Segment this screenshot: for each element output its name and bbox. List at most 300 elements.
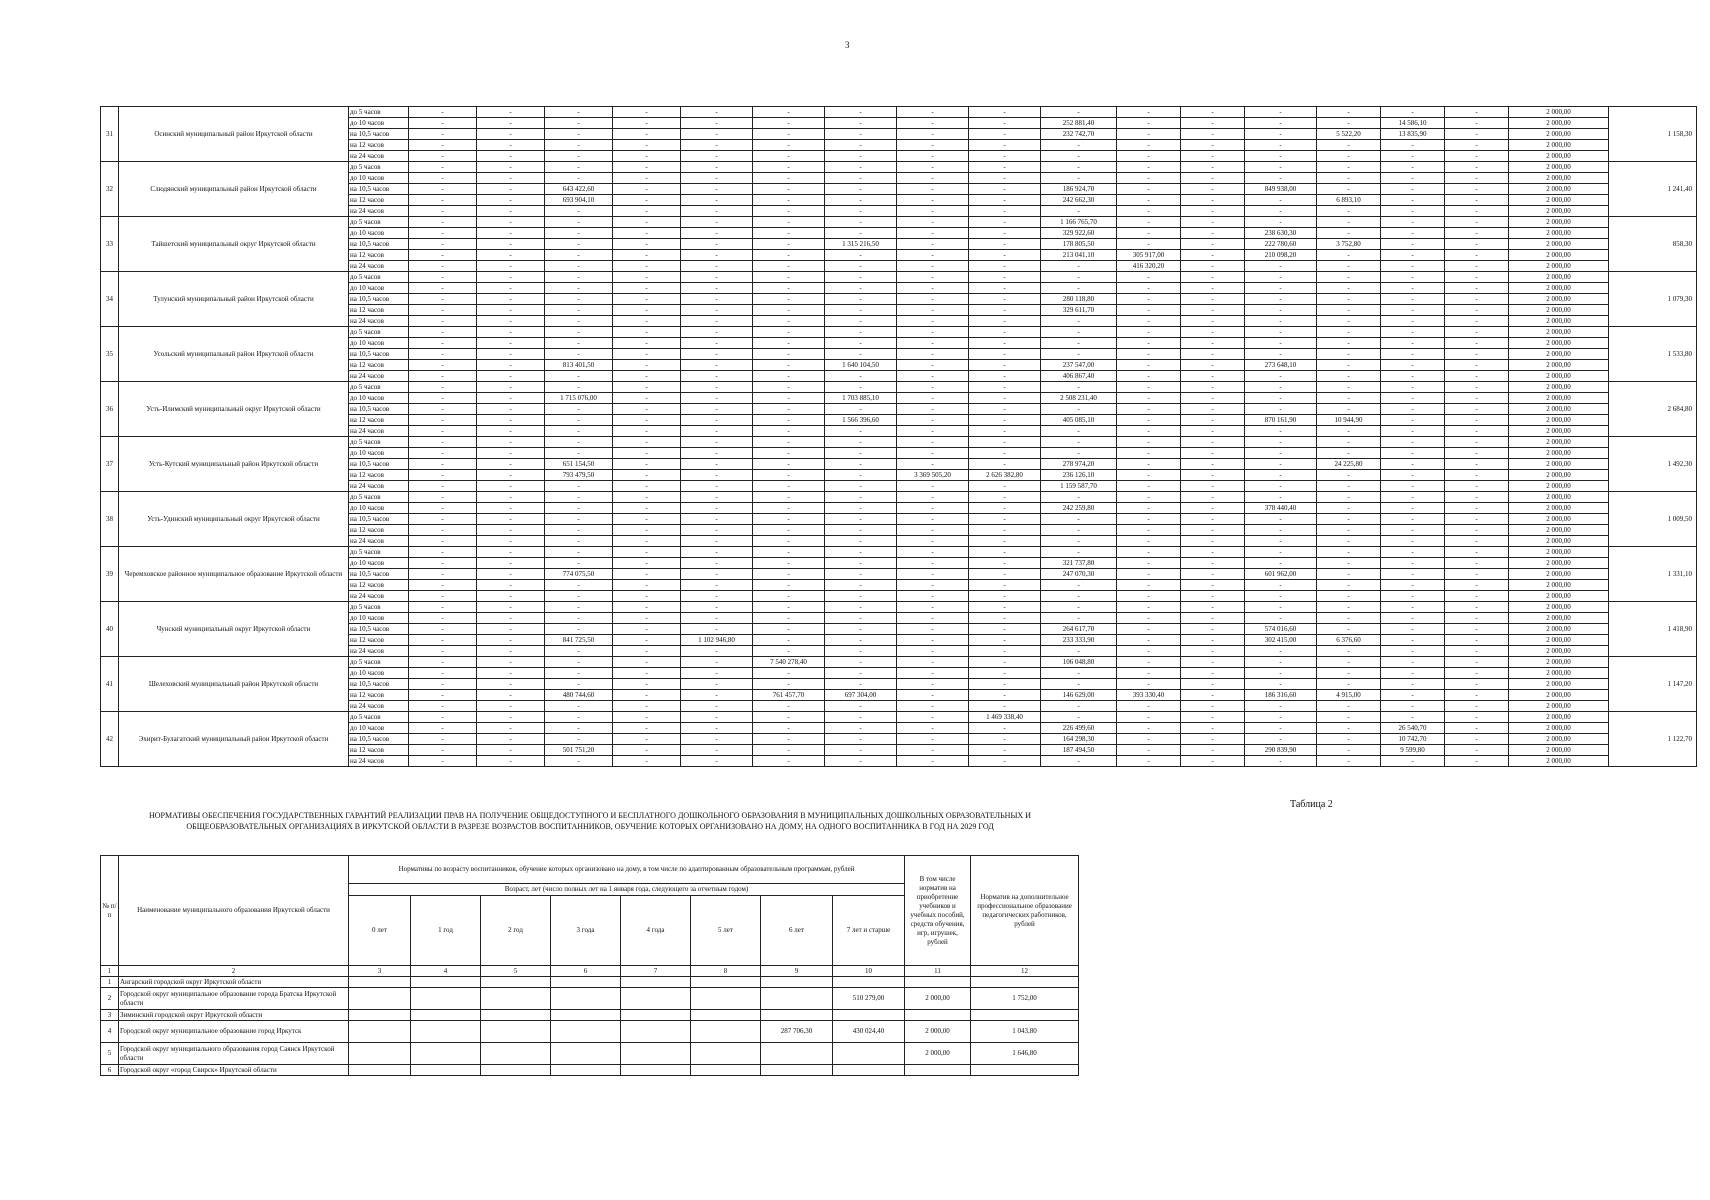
value-cell: - <box>409 580 477 591</box>
value-cell: - <box>1181 679 1245 690</box>
value-cell: - <box>753 393 825 404</box>
value-cell: - <box>477 382 545 393</box>
table-2-title: НОРМАТИВЫ ОБЕСПЕЧЕНИЯ ГОСУДАРСТВЕННЫХ ГАРАНТИЙ РЕАЛИЗАЦИИ ПРАВ НА ПОЛУЧЕНИЕ ОБЩЕДОСТУПНОГО И БЕСПЛАТНОГО ДОШКОЛЬНОГО ОБРАЗОВАНИЯ В МУНИЦИПАЛЬНЫХ ДОШКОЛЬНЫХ ОБРАЗОВАТЕЛЬНЫХ И ОБЩЕОБРАЗОВАТЕЛЬНЫХ ОРГАНИЗАЦИЯХ В ИРКУТСКОЙ ОБЛАСТИ В РАЗРЕЗЕ ВОЗРАСТОВ ВОСПИТАННИКОВ, ОБУЧЕНИЕ КОТОРЫХ ОРГАНИЗОВАНО НА ДОМУ, НА ОДНОГО ВОСПИТАННИКА В ГОД НА 2029 ГОД <box>149 811 1031 831</box>
value-cell: - <box>1181 602 1245 613</box>
value-cell: - <box>477 591 545 602</box>
value-cell: - <box>825 580 897 591</box>
hours-label: на 24 часов <box>349 756 409 767</box>
value-cell: - <box>1445 679 1509 690</box>
value-cell: - <box>477 679 545 690</box>
value-cell: - <box>1317 162 1381 173</box>
value-cell: - <box>1381 217 1445 228</box>
value-cell: - <box>1117 426 1181 437</box>
value-cell <box>833 1065 905 1076</box>
value-cell: - <box>825 547 897 558</box>
value-cell: - <box>409 492 477 503</box>
value-cell: - <box>1181 448 1245 459</box>
value-cell: - <box>1041 580 1117 591</box>
value-cell: - <box>681 591 753 602</box>
value-cell: - <box>1245 470 1317 481</box>
value-cell: 186 316,60 <box>1245 690 1317 701</box>
value-cell <box>481 1043 551 1065</box>
norm-cell: 2 000,00 <box>1509 272 1609 283</box>
value-cell: - <box>545 206 613 217</box>
row-number: 1 <box>101 977 119 988</box>
value-cell: - <box>545 536 613 547</box>
value-cell <box>905 977 971 988</box>
value-cell: - <box>409 635 477 646</box>
value-cell: - <box>545 327 613 338</box>
value-cell: - <box>753 624 825 635</box>
value-cell: - <box>1117 635 1181 646</box>
value-cell: 2 000,00 <box>905 1021 971 1043</box>
value-cell: - <box>1245 701 1317 712</box>
value-cell: - <box>1181 437 1245 448</box>
value-cell: - <box>969 426 1041 437</box>
norm-cell: 2 000,00 <box>1509 360 1609 371</box>
value-cell: 247 070,30 <box>1041 569 1117 580</box>
value-cell: - <box>969 580 1041 591</box>
value-cell: - <box>753 305 825 316</box>
value-cell: - <box>477 690 545 701</box>
value-cell: - <box>969 756 1041 767</box>
value-cell: 793 479,50 <box>545 470 613 481</box>
value-cell: - <box>1245 437 1317 448</box>
value-cell: - <box>969 690 1041 701</box>
value-cell: - <box>613 712 681 723</box>
value-cell: - <box>545 481 613 492</box>
t2-header-age-group: Возраст, лет (число полных лет на 1 января года, следующего за отчетным годом) <box>349 884 905 896</box>
value-cell: - <box>1381 547 1445 558</box>
hours-label: на 12 часов <box>349 360 409 371</box>
value-cell: 302 415,00 <box>1245 635 1317 646</box>
norm-cell: 2 000,00 <box>1509 217 1609 228</box>
norm-cell: 2 000,00 <box>1509 459 1609 470</box>
value-cell: 1 703 885,10 <box>825 393 897 404</box>
value-cell: - <box>1445 239 1509 250</box>
value-cell: - <box>1317 679 1381 690</box>
norm-cell: 2 000,00 <box>1509 734 1609 745</box>
hours-label: до 5 часов <box>349 657 409 668</box>
value-cell: - <box>545 294 613 305</box>
value-cell: - <box>1041 536 1117 547</box>
value-cell: 1 159 587,70 <box>1041 481 1117 492</box>
value-cell: - <box>613 184 681 195</box>
t2-row <box>101 977 1079 988</box>
value-cell: - <box>897 239 969 250</box>
value-cell: - <box>969 140 1041 151</box>
value-cell: - <box>1317 316 1381 327</box>
value-cell: - <box>613 239 681 250</box>
value-cell: - <box>1117 613 1181 624</box>
value-cell: - <box>681 294 753 305</box>
norm-cell: 2 000,00 <box>1509 613 1609 624</box>
value-cell: - <box>545 668 613 679</box>
value-cell: - <box>545 679 613 690</box>
value-cell: 186 924,70 <box>1041 184 1117 195</box>
value-cell: - <box>897 503 969 514</box>
value-cell: 2 626 382,80 <box>969 470 1041 481</box>
municipality-name: Чунский муниципальный округ Иркутской области <box>119 602 349 657</box>
value-cell: 393 330,40 <box>1117 690 1181 701</box>
value-cell: 2 000,00 <box>905 988 971 1010</box>
value-cell: - <box>969 415 1041 426</box>
value-cell: - <box>1181 668 1245 679</box>
value-cell: - <box>477 624 545 635</box>
value-cell: - <box>753 701 825 712</box>
value-cell: - <box>1445 261 1509 272</box>
value-cell: - <box>613 734 681 745</box>
norm-cell: 2 000,00 <box>1509 514 1609 525</box>
value-cell: - <box>1041 437 1117 448</box>
row-number: 32 <box>101 162 119 217</box>
t2-column-index: 9 <box>761 966 833 977</box>
value-cell: - <box>613 272 681 283</box>
value-cell: - <box>477 349 545 360</box>
value-cell: - <box>613 448 681 459</box>
value-cell: - <box>681 459 753 470</box>
teacher-norm-cell: 1 009,50 <box>1609 492 1697 547</box>
value-cell: - <box>1245 646 1317 657</box>
value-cell: - <box>1117 481 1181 492</box>
value-cell: - <box>897 635 969 646</box>
value-cell: - <box>613 228 681 239</box>
value-cell: - <box>897 569 969 580</box>
norm-cell: 2 000,00 <box>1509 184 1609 195</box>
value-cell: - <box>897 646 969 657</box>
value-cell: 26 540,70 <box>1381 723 1445 734</box>
value-cell: - <box>753 514 825 525</box>
value-cell: 252 881,40 <box>1041 118 1117 129</box>
value-cell <box>691 1065 761 1076</box>
value-cell: - <box>409 723 477 734</box>
value-cell: - <box>681 470 753 481</box>
value-cell: - <box>1445 690 1509 701</box>
teacher-norm-cell: 1 079,30 <box>1609 272 1697 327</box>
value-cell: - <box>1245 283 1317 294</box>
value-cell: - <box>825 151 897 162</box>
value-cell: - <box>1245 349 1317 360</box>
norm-cell: 2 000,00 <box>1509 228 1609 239</box>
value-cell: 1 043,80 <box>971 1021 1079 1043</box>
value-cell: - <box>409 602 477 613</box>
value-cell: - <box>1117 525 1181 536</box>
hours-label: на 24 часов <box>349 591 409 602</box>
value-cell: - <box>1117 679 1181 690</box>
norm-cell: 2 000,00 <box>1509 602 1609 613</box>
value-cell: - <box>825 294 897 305</box>
value-cell: - <box>969 569 1041 580</box>
value-cell: - <box>1381 206 1445 217</box>
value-cell: - <box>825 569 897 580</box>
value-cell: - <box>1245 382 1317 393</box>
norm-cell: 2 000,00 <box>1509 371 1609 382</box>
value-cell: - <box>1181 404 1245 415</box>
value-cell: - <box>1181 745 1245 756</box>
value-cell: - <box>1041 261 1117 272</box>
value-cell: - <box>1181 195 1245 206</box>
value-cell: - <box>825 195 897 206</box>
hours-label: на 10,5 часов <box>349 514 409 525</box>
value-cell: - <box>1245 481 1317 492</box>
value-cell: 264 617,70 <box>1041 624 1117 635</box>
value-cell: - <box>825 602 897 613</box>
teacher-norm-cell: 1 533,80 <box>1609 327 1697 382</box>
value-cell: - <box>477 481 545 492</box>
value-cell: 405 085,10 <box>1041 415 1117 426</box>
value-cell: - <box>897 437 969 448</box>
value-cell: 236 126,10 <box>1041 470 1117 481</box>
value-cell: - <box>681 514 753 525</box>
value-cell: - <box>1181 173 1245 184</box>
value-cell: - <box>969 184 1041 195</box>
value-cell: - <box>897 349 969 360</box>
value-cell <box>349 1065 411 1076</box>
value-cell: - <box>753 129 825 140</box>
value-cell: - <box>1381 305 1445 316</box>
value-cell: - <box>1381 327 1445 338</box>
value-cell: - <box>409 426 477 437</box>
value-cell: - <box>681 360 753 371</box>
value-cell: - <box>545 239 613 250</box>
norm-cell: 2 000,00 <box>1509 569 1609 580</box>
value-cell: - <box>477 316 545 327</box>
teacher-norm-cell: 2 684,80 <box>1609 382 1697 437</box>
value-cell: - <box>1381 624 1445 635</box>
value-cell: - <box>1381 679 1445 690</box>
value-cell: - <box>613 162 681 173</box>
municipality-name: Городской округ муниципального образования город Саянск Иркутской области <box>119 1043 349 1065</box>
value-cell: - <box>1245 162 1317 173</box>
value-cell: - <box>969 250 1041 261</box>
value-cell: - <box>681 250 753 261</box>
value-cell: - <box>681 745 753 756</box>
value-cell: - <box>1181 712 1245 723</box>
value-cell: - <box>1445 613 1509 624</box>
row-number: 35 <box>101 327 119 382</box>
value-cell: - <box>1117 272 1181 283</box>
value-cell: - <box>613 547 681 558</box>
value-cell: - <box>1117 382 1181 393</box>
teacher-norm-cell: 1 158,30 <box>1609 107 1697 162</box>
value-cell: - <box>753 228 825 239</box>
t2-age-header: 2 год <box>481 896 551 966</box>
value-cell: - <box>409 690 477 701</box>
value-cell: - <box>477 327 545 338</box>
value-cell: - <box>753 525 825 536</box>
value-cell: - <box>897 712 969 723</box>
value-cell: - <box>409 272 477 283</box>
value-cell: - <box>409 195 477 206</box>
value-cell: - <box>1317 437 1381 448</box>
value-cell: - <box>545 371 613 382</box>
hours-label: на 24 часов <box>349 261 409 272</box>
value-cell: - <box>613 536 681 547</box>
value-cell: - <box>1117 668 1181 679</box>
norm-cell: 2 000,00 <box>1509 426 1609 437</box>
hours-label: на 10,5 часов <box>349 184 409 195</box>
value-cell: - <box>613 316 681 327</box>
value-cell: - <box>545 646 613 657</box>
value-cell: - <box>969 305 1041 316</box>
norm-cell: 2 000,00 <box>1509 525 1609 536</box>
value-cell: 480 744,60 <box>545 690 613 701</box>
hours-label: до 10 часов <box>349 668 409 679</box>
value-cell: 1 640 104,50 <box>825 360 897 371</box>
value-cell: - <box>1117 184 1181 195</box>
value-cell: - <box>1381 701 1445 712</box>
value-cell: - <box>477 129 545 140</box>
value-cell: - <box>753 756 825 767</box>
value-cell: - <box>969 536 1041 547</box>
value-cell: - <box>1041 173 1117 184</box>
value-cell: - <box>545 316 613 327</box>
value-cell: - <box>681 448 753 459</box>
value-cell: 1 752,00 <box>971 988 1079 1010</box>
value-cell <box>971 977 1079 988</box>
row-number: 2 <box>101 988 119 1010</box>
value-cell: - <box>1317 261 1381 272</box>
value-cell: - <box>897 613 969 624</box>
value-cell: - <box>545 107 613 118</box>
value-cell: - <box>1381 503 1445 514</box>
value-cell: - <box>1181 239 1245 250</box>
value-cell: - <box>753 602 825 613</box>
value-cell: - <box>681 481 753 492</box>
norm-cell: 2 000,00 <box>1509 503 1609 514</box>
value-cell: - <box>825 459 897 470</box>
value-cell: 329 611,70 <box>1041 305 1117 316</box>
municipality-name: Осинский муниципальный район Иркутской области <box>119 107 349 162</box>
value-cell: - <box>825 305 897 316</box>
value-cell: - <box>681 437 753 448</box>
value-cell <box>905 1010 971 1021</box>
value-cell <box>481 1065 551 1076</box>
value-cell <box>411 1043 481 1065</box>
value-cell: 7 540 278,40 <box>753 657 825 668</box>
value-cell: - <box>1381 272 1445 283</box>
norm-cell: 2 000,00 <box>1509 404 1609 415</box>
value-cell: - <box>1317 151 1381 162</box>
value-cell: - <box>1317 569 1381 580</box>
value-cell: - <box>1445 228 1509 239</box>
value-cell: - <box>613 393 681 404</box>
value-cell: - <box>1317 558 1381 569</box>
value-cell: - <box>753 734 825 745</box>
value-cell: - <box>477 195 545 206</box>
value-cell: - <box>681 140 753 151</box>
value-cell: - <box>1381 569 1445 580</box>
value-cell: - <box>969 481 1041 492</box>
value-cell: - <box>1381 239 1445 250</box>
value-cell: 1 715 076,00 <box>545 393 613 404</box>
value-cell: - <box>1245 217 1317 228</box>
value-cell: - <box>613 756 681 767</box>
t2-age-header: 5 лет <box>691 896 761 966</box>
value-cell: - <box>409 250 477 261</box>
value-cell: - <box>1381 140 1445 151</box>
value-cell: 213 041,10 <box>1041 250 1117 261</box>
value-cell: - <box>969 283 1041 294</box>
value-cell: - <box>1445 503 1509 514</box>
value-cell: - <box>1245 327 1317 338</box>
value-cell: - <box>1317 734 1381 745</box>
value-cell: - <box>1117 437 1181 448</box>
value-cell: - <box>897 624 969 635</box>
value-cell: - <box>1317 305 1381 316</box>
value-cell: - <box>1381 184 1445 195</box>
value-cell: - <box>969 118 1041 129</box>
value-cell: - <box>1445 525 1509 536</box>
t2-row <box>101 1010 1079 1021</box>
value-cell: - <box>969 404 1041 415</box>
value-cell: - <box>1381 151 1445 162</box>
row-number: 3 <box>101 1010 119 1021</box>
value-cell: - <box>753 404 825 415</box>
value-cell: - <box>1181 569 1245 580</box>
hours-label: до 5 часов <box>349 602 409 613</box>
value-cell: - <box>825 712 897 723</box>
value-cell: 1 102 946,80 <box>681 635 753 646</box>
value-cell: - <box>477 547 545 558</box>
value-cell: - <box>1445 382 1509 393</box>
t2-header-name: Наименование муниципального образования Иркутской области <box>119 856 349 966</box>
value-cell: - <box>969 613 1041 624</box>
value-cell: - <box>613 261 681 272</box>
value-cell: - <box>545 217 613 228</box>
norm-cell: 2 000,00 <box>1509 646 1609 657</box>
value-cell: - <box>1245 580 1317 591</box>
value-cell: - <box>613 250 681 261</box>
value-cell: - <box>1381 283 1445 294</box>
value-cell: - <box>409 382 477 393</box>
value-cell: - <box>1181 382 1245 393</box>
norm-cell: 2 000,00 <box>1509 327 1609 338</box>
value-cell: - <box>1117 734 1181 745</box>
value-cell: - <box>409 459 477 470</box>
value-cell: - <box>477 514 545 525</box>
value-cell: - <box>825 536 897 547</box>
value-cell: - <box>1117 459 1181 470</box>
hours-label: до 10 часов <box>349 118 409 129</box>
value-cell: - <box>1245 547 1317 558</box>
value-cell: - <box>1445 481 1509 492</box>
table1-row <box>101 437 1697 448</box>
value-cell: - <box>613 382 681 393</box>
value-cell: - <box>969 514 1041 525</box>
t2-column-index: 8 <box>691 966 761 977</box>
value-cell: - <box>477 437 545 448</box>
value-cell: - <box>1181 140 1245 151</box>
value-cell: - <box>1381 437 1445 448</box>
value-cell: - <box>477 107 545 118</box>
value-cell: - <box>1181 316 1245 327</box>
value-cell: - <box>545 734 613 745</box>
value-cell: - <box>409 393 477 404</box>
value-cell: - <box>1381 756 1445 767</box>
norm-cell: 2 000,00 <box>1509 162 1609 173</box>
value-cell <box>691 1043 761 1065</box>
value-cell: - <box>969 228 1041 239</box>
value-cell: - <box>1381 580 1445 591</box>
value-cell: - <box>613 118 681 129</box>
value-cell: - <box>897 580 969 591</box>
value-cell: - <box>477 668 545 679</box>
value-cell: - <box>825 272 897 283</box>
value-cell: - <box>681 261 753 272</box>
value-cell: - <box>1181 547 1245 558</box>
t2-column-index: 3 <box>349 966 411 977</box>
